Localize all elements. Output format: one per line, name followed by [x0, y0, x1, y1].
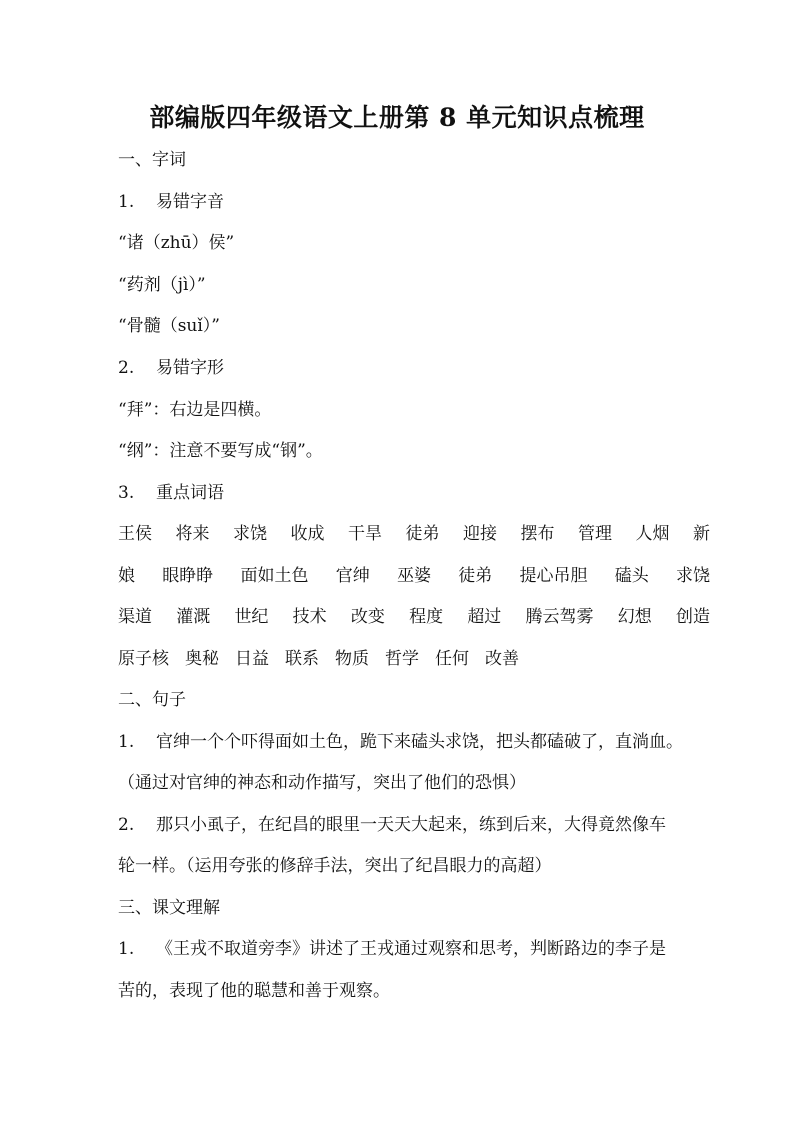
key-word: 奥秘 — [185, 649, 219, 669]
subheading-text: 重点词语 — [156, 483, 224, 503]
key-word: 徒弟 — [405, 524, 440, 544]
key-word: 腾云驾雾 — [525, 607, 594, 627]
key-word: 将来 — [175, 524, 210, 544]
key-words-row — [118, 646, 710, 672]
key-word: 超过 — [467, 607, 502, 627]
key-word: 摆布 — [520, 524, 555, 544]
pronunciation-item: “诸（zhū）侯” — [118, 233, 235, 253]
key-words-row — [118, 563, 710, 589]
key-word: 巫婆 — [397, 566, 431, 586]
key-word: 创造 — [675, 607, 710, 627]
key-word: 渠道 — [118, 607, 152, 627]
sentence-note: （通过对官绅的神态和动作描写，突出了他们的恐惧） — [118, 773, 526, 793]
key-word: 灌溉 — [176, 607, 211, 627]
sentence-text: 官绅一个个吓得面如土色，跪下来磕头求饶，把头都磕破了，直淌血。 — [156, 732, 683, 752]
subheading-key-words — [118, 480, 224, 506]
glyph-shape-item: “纲”：注意不要写成“钢”。 — [118, 441, 323, 461]
key-word: 提心吊胆 — [519, 566, 588, 586]
pronunciation-item: “药剂（jì）” — [118, 275, 206, 295]
key-word: 王侯 — [118, 524, 152, 544]
sentence-text: 那只小虱子，在纪昌的眼里一天天大起来，练到后来，大得竟然像车 — [156, 815, 666, 835]
subheading-text: 易错字形 — [156, 358, 224, 378]
key-word: 官绅 — [335, 566, 370, 586]
key-word: 徒弟 — [458, 566, 493, 586]
key-word: 磕头 — [614, 566, 649, 586]
subheading-glyph-shape — [118, 355, 224, 381]
key-word: 技术 — [292, 607, 327, 627]
sentence-continuation: 轮一样。（运用夸张的修辞手法，突出了纪昌眼力的高超） — [118, 856, 552, 876]
document-title: 部编版四年级语文上册第 8 单元知识点梳理 — [149, 103, 645, 132]
key-word: 任何 — [435, 649, 469, 669]
glyph-shape-item: “拜”：右边是四横。 — [118, 400, 272, 420]
key-word: 管理 — [578, 524, 612, 544]
comprehension-text: 《王戎不取道旁李》讲述了王戎通过观察和思考，判断路边的李子是 — [156, 939, 666, 959]
key-word: 程度 — [409, 607, 444, 627]
subheading-text: 易错字音 — [156, 192, 224, 212]
key-word: 哲学 — [385, 649, 419, 669]
key-word: 联系 — [285, 649, 319, 669]
item-number: 1. — [118, 732, 135, 752]
key-word: 干旱 — [348, 524, 382, 544]
subheading-number: 1. — [118, 192, 135, 212]
key-word: 日益 — [235, 649, 269, 669]
key-word: 求饶 — [676, 566, 710, 586]
key-word: 幻想 — [617, 607, 652, 627]
section-heading-comprehension: 三、课文理解 — [118, 898, 220, 918]
item-number: 1. — [118, 939, 135, 959]
comprehension-continuation: 苦的，表现了他的聪慧和善于观察。 — [118, 981, 390, 1001]
comprehension-item-line — [118, 936, 710, 962]
pronunciation-item: “骨髓（suǐ）” — [118, 316, 220, 336]
key-word: 改善 — [485, 649, 519, 669]
sentence-item-line — [118, 729, 710, 755]
sentence-item-line — [118, 812, 710, 838]
key-word: 改变 — [350, 607, 385, 627]
key-word: 人烟 — [635, 524, 670, 544]
key-word: 求饶 — [233, 524, 267, 544]
subheading-number: 3. — [118, 483, 135, 503]
key-word: 世纪 — [234, 607, 269, 627]
section-heading-words: 一、字词 — [118, 150, 186, 170]
key-word: 面如土色 — [240, 566, 309, 586]
key-words-row — [118, 604, 710, 630]
key-word: 新 — [693, 524, 710, 544]
key-word: 娘 — [118, 566, 135, 586]
item-number: 2. — [118, 815, 135, 835]
key-word: 迎接 — [463, 524, 497, 544]
key-word: 眼睁睁 — [162, 566, 214, 586]
subheading-number: 2. — [118, 358, 135, 378]
key-word: 物质 — [335, 649, 369, 669]
key-word: 收成 — [290, 524, 325, 544]
key-word: 原子核 — [118, 649, 169, 669]
key-words-row — [118, 521, 710, 547]
subheading-pronunciation — [118, 189, 224, 215]
section-heading-sentences: 二、句子 — [118, 690, 186, 710]
